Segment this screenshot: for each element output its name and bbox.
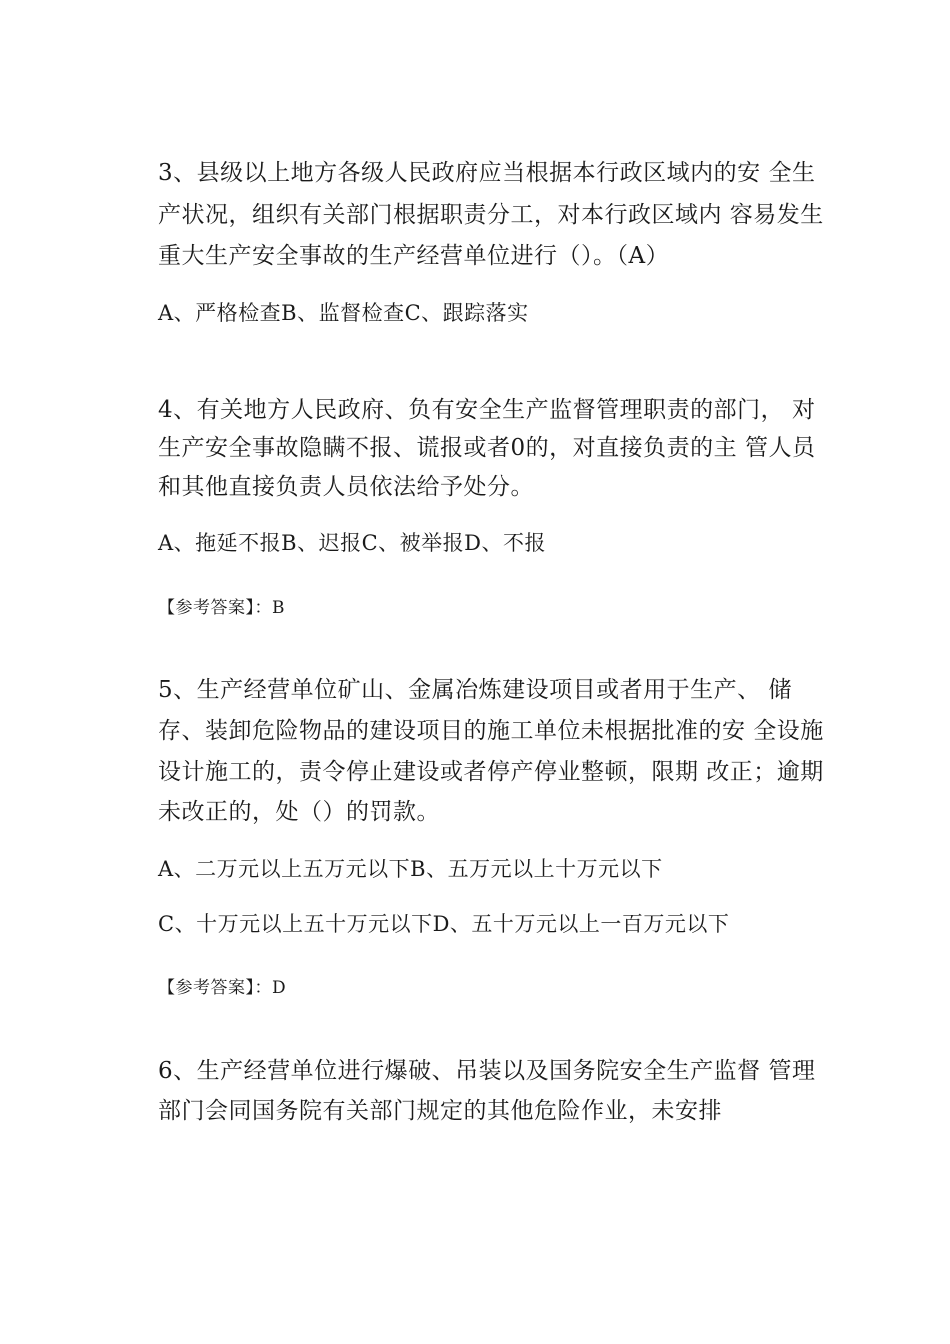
question-4-answer: 【参考答案】：B — [158, 598, 285, 618]
question-4-line-2: 生产安全事故隐瞒不报、谎报或者0的，对直接负责的主 管人员 — [158, 435, 816, 461]
question-5-line-3: 设计施工的，责令停止建设或者停产停业整顿，限期 改正；逾期 — [158, 759, 824, 785]
question-3-line-2: 产状况，组织有关部门根据职责分工，对本行政区域内 容易发生 — [158, 202, 824, 228]
question-6-line-2: 部门会同国务院有关部门规定的其他危险作业，未安排 — [158, 1098, 722, 1124]
question-4-line-3: 和其他直接负责人员依法给予处分。 — [158, 474, 534, 500]
question-3-line-3: 重大生产安全事故的生产经营单位进行（）。（A） — [158, 243, 670, 269]
question-4-line-1: 4、有关地方人民政府、负有安全生产监督管理职责的部门， 对 — [158, 397, 816, 423]
question-6-line-1: 6、生产经营单位进行爆破、吊装以及国务院安全生产监督 管理 — [158, 1058, 816, 1084]
question-3-line-1: 3、县级以上地方各级人民政府应当根据本行政区域内的安 全生 — [158, 160, 816, 186]
question-5-option-line-2: C、十万元以上五十万元以下D、五十万元以上一百万元以下 — [158, 912, 730, 936]
question-5-option-line-1: A、二万元以上五万元以下B、五万元以上十万元以下 — [158, 857, 663, 881]
question-3-options: A、严格检查B、监督检查C、跟踪落实 — [158, 301, 529, 325]
question-5-line-1: 5、生产经营单位矿山、金属冶炼建设项目或者用于生产、 储 — [158, 677, 792, 703]
question-5-answer: 【参考答案】：D — [158, 978, 287, 998]
question-5-line-4: 未改正的，处（）的罚款。 — [158, 799, 440, 825]
question-5-line-2: 存、装卸危险物品的建设项目的施工单位未根据批准的安 全设施 — [158, 718, 824, 744]
question-4-options: A、拖延不报B、迟报C、被举报D、不报 — [158, 531, 547, 555]
